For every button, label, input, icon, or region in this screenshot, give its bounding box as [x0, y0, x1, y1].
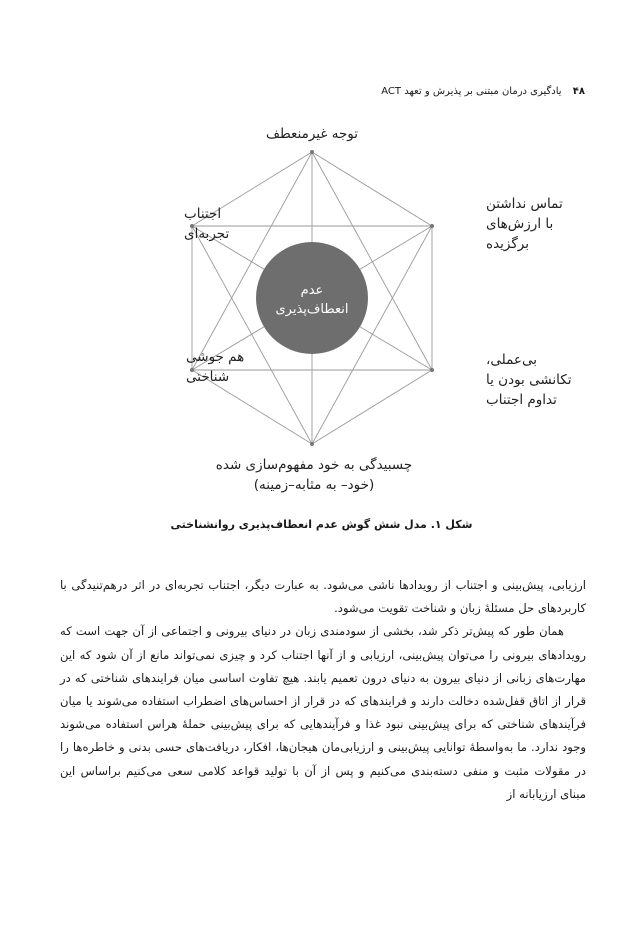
label-bottom-right-line: تداوم اجتناب: [486, 392, 557, 408]
label-bottom-line: (خود– به مثابه–زمینه): [253, 477, 375, 493]
label-top-right-line: تماس نداشتن: [486, 196, 563, 212]
vertex-dot-bottom: [310, 442, 314, 446]
running-title: یادگیری درمان مبتنی بر پذیرش و تعهد ACT: [381, 86, 562, 97]
label-top-line: توجه غیرمنعطف: [265, 126, 359, 142]
paragraph: ارزیابی، پیش‌بینی و اجتناب از رویدادها ناشی می‌شود. به عبارت دیگر، اجتناب تجربه‌ای در اثر درهم‌تنیدگی با کاربردهای حل مسئلهٔ زبان و شناخت تقویت می‌شود.: [60, 578, 586, 616]
vertex-dot-top_right: [430, 224, 434, 228]
label-top-right-line: برگزیده: [486, 236, 529, 252]
label-top-left: [184, 206, 229, 242]
paragraph: همان طور که پیش‌تر ذکر شد، بخشی از سودمندی زبان در دنیای بیرونی و اجتماعی از آن جهت است که رویدادهای بیرونی را می‌توان پیش‌بینی، ارزیابی و از آنها اجتناب کرد و چیزی نمی‌تواند مانع از آن شود که این مهارت‌های زبانی از دنیای بیرون به دنیای درون تعمیم یابند. هیچ تفاوت اساسی میان فرایندهای شناختی که در قرار از اتاق قفل‌شده دخالت دارند و فرایندهای که در قرار از احساس‌های اضطراب استفاده می‌شوند یا میان فرآیندهای شناختی که برای پیش‌بینی نبود غذا و فرآیندهایی که برای پیش‌بینی حملهٔ هراس استفاده می‌شوند وجود ندارد. ما به‌واسطهٔ توانایی پیش‌بینی و ارزیابی‌مان هیجان‌ها، افکار، دریافت‌های حسی بدنی و خاطره‌ها را در مقولات مثبت و منفی دسته‌بندی می‌کنیم و پس از آن با تولید قواعد کلامی سعی می‌کنیم براساس این مبنای ارزیابانه از: [60, 624, 586, 801]
label-bottom-left: [186, 349, 244, 385]
page-number: ۴۸: [572, 86, 585, 97]
label-bottom-right: [486, 352, 572, 408]
label-top-right-line: با ارزش‌های: [486, 216, 554, 232]
center-label-line: انعطاف‌پذیری: [275, 302, 349, 317]
label-bottom-right-line: تکانشی بودن یا: [486, 372, 572, 388]
center-circle: [256, 242, 368, 354]
label-bottom-line: چسبیدگی به خود مفهوم‌سازی شده: [215, 457, 413, 473]
figure-caption: شکل ۱. مدل شش گوش عدم انعطاف‌پذیری روانشناختی: [170, 518, 473, 531]
label-bottom-left-line: شناختی: [186, 369, 230, 385]
label-bottom-right-line: بی‌عملی،: [486, 352, 537, 368]
vertex-dot-bottom_right: [430, 368, 434, 372]
hex-edge-top-top_right: [312, 152, 432, 226]
body-text: [60, 574, 586, 806]
label-top-left-line: اجتناب: [184, 206, 222, 222]
vertex-dot-top: [310, 150, 314, 154]
hex-edge-bottom_right-bottom: [312, 370, 432, 444]
center-label-line: عدم: [300, 283, 324, 298]
label-top-right: [486, 196, 563, 252]
label-top: [266, 126, 358, 142]
vertex-labels: [184, 126, 572, 493]
label-bottom-left-line: هم جوشی: [186, 349, 245, 365]
label-bottom: [216, 456, 412, 493]
label-top-left-line: تجربه‌ای: [184, 226, 230, 242]
